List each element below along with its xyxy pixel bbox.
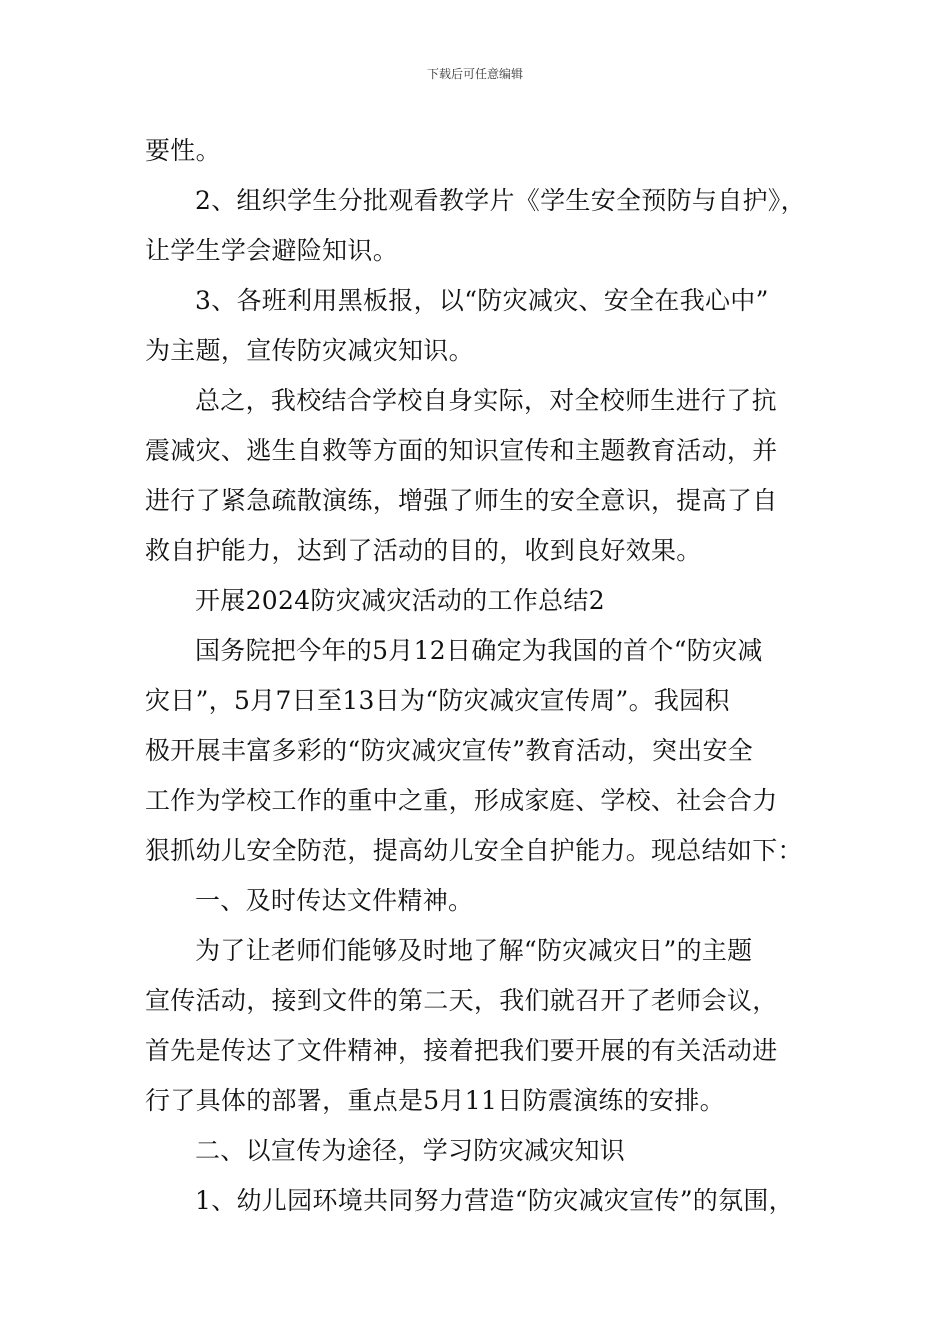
section-title: 开展2024防灾减灾活动的工作总结2 <box>195 586 605 615</box>
text-line: 3、各班利用黑板报，以“防灾减灾、安全在我心中” <box>195 286 769 315</box>
text-line: 救自护能力，达到了活动的目的，收到良好效果。 <box>145 536 702 565</box>
text-line: 为了让老师们能够及时地了解“防灾减灾日”的主题 <box>195 936 753 965</box>
text-line: 让学生学会避险知识。 <box>145 236 399 265</box>
text-line: 为主题，宣传防灾减灾知识。 <box>145 336 474 365</box>
text-line: 2、组织学生分批观看教学片《学生安全预防与自护》， <box>195 186 806 215</box>
text-line: 二、以宣传为途径，学习防灾减灾知识 <box>195 1136 626 1165</box>
document-body <box>145 126 825 1226</box>
text-line: 进行了紧急疏散演练，增强了师生的安全意识，提高了自 <box>145 486 778 515</box>
text-line: 一、及时传达文件精神。 <box>195 886 474 915</box>
text-line: 灾日”，5月7日至13日为“防灾减灾宣传周”。我园积 <box>145 686 730 715</box>
text-line: 震减灾、逃生自救等方面的知识宣传和主题教育活动，并 <box>145 436 778 465</box>
text-line: 首先是传达了文件精神，接着把我们要开展的有关活动进 <box>145 1036 778 1065</box>
text-line: 工作为学校工作的重中之重，形成家庭、学校、社会合力 <box>145 786 778 815</box>
text-line: 要性。 <box>145 136 221 165</box>
text-line: 行了具体的部署，重点是5月11日防震演练的安排。 <box>145 1086 725 1115</box>
text-line: 宣传活动，接到文件的第二天，我们就召开了老师会议， <box>145 986 778 1015</box>
text-line: 1、幼儿园环境共同努力营造“防灾减灾宣传”的氛围， <box>195 1186 794 1215</box>
text-line: 总之，我校结合学校自身实际，对全校师生进行了抗 <box>195 386 777 415</box>
text-line: 国务院把今年的5月12日确定为我国的首个“防灾减 <box>195 636 763 665</box>
text-line: 狠抓幼儿安全防范，提高幼儿安全自护能力。现总结如下： <box>145 836 803 865</box>
text-line: 极开展丰富多彩的“防灾减灾宣传”教育活动，突出安全 <box>145 736 754 765</box>
page-header: 下载后可任意编辑 <box>426 67 523 81</box>
